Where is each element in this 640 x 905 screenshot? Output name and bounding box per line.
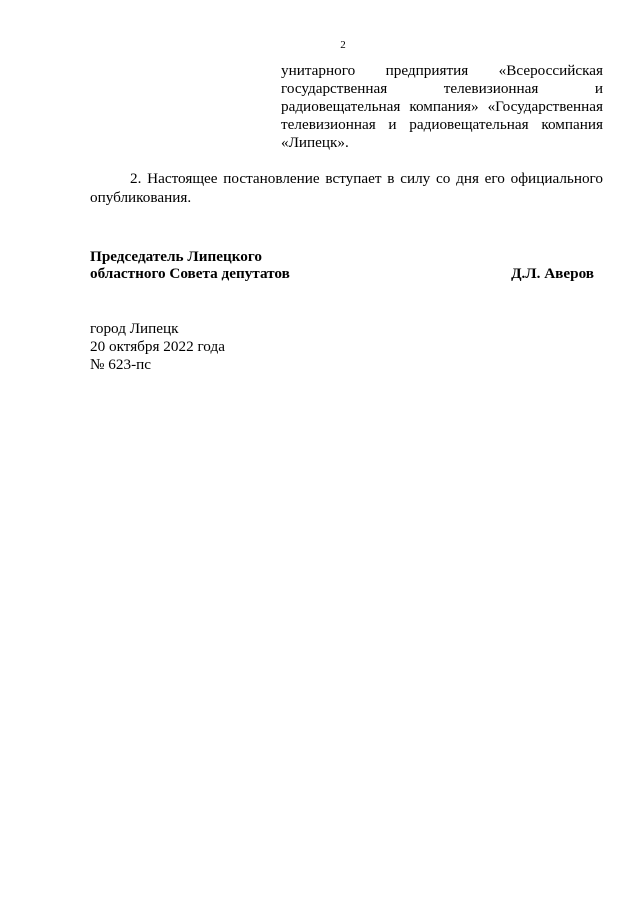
page-number: 2 [340,39,346,51]
signatory-title-line2: областного Совета депутатов [90,265,290,282]
subject-line: «Липецк». [281,134,349,151]
document-number: № 623-пс [90,356,151,373]
signature-block [90,248,600,282]
paragraph-line: опубликования. [90,189,192,206]
subject-text [281,62,603,152]
subject-line: телевизионная и радиовещательная компания [281,116,603,133]
city: город Липецк [90,320,179,337]
signatory-title-line1: Председатель Липецкого [90,248,262,265]
subject-line: государственная телевизионная и [281,80,603,97]
document-date: 20 октября 2022 года [90,338,225,355]
subject-line: унитарного предприятия «Всероссийская [281,62,603,79]
effective-date-paragraph [90,169,603,207]
signatory-name: Д.Л. Аверов [511,265,594,282]
paragraph-line: 2. Настоящее постановление вступает в силу со дня его официального [130,170,603,187]
place-date-block [90,320,225,374]
subject-line: радиовещательная компания» «Государственная [281,98,603,115]
